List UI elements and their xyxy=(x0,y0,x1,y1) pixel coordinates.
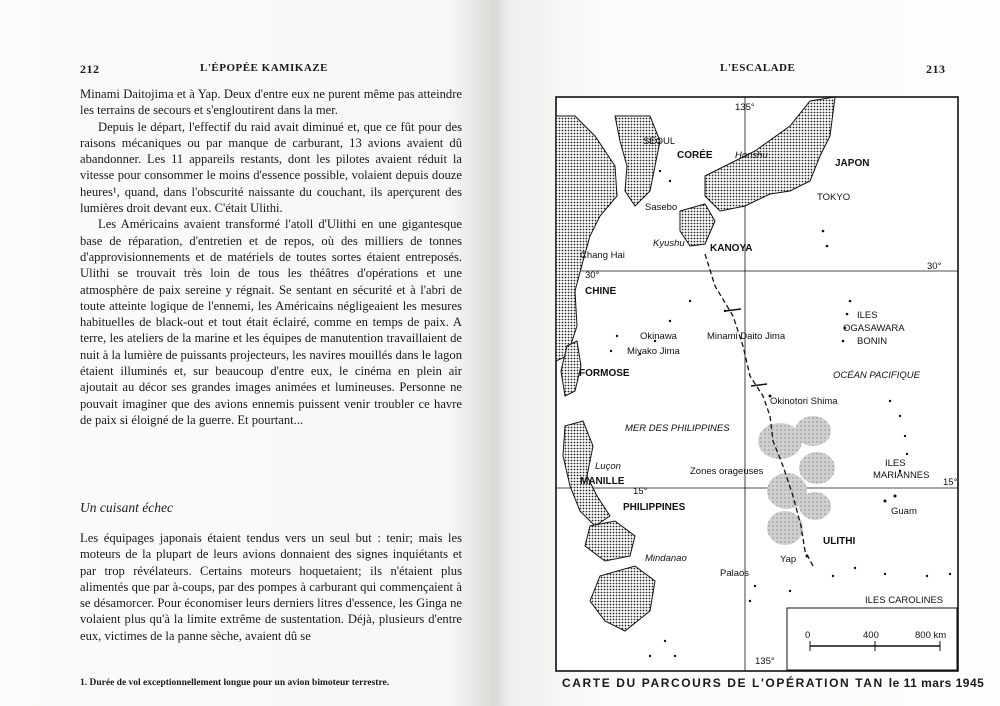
lat-30-right-label: 30° xyxy=(927,261,942,272)
iles-ogasawara-label: ILES xyxy=(857,310,878,321)
seoul-label: SÉOUL xyxy=(643,136,676,147)
mariannes-label: MARIANNES xyxy=(873,470,930,481)
section-body-text xyxy=(80,530,462,644)
scale-800-label: 800 km xyxy=(915,630,947,641)
map-caption-date: le 11 mars 1945 xyxy=(888,676,985,690)
yap-label: Yap xyxy=(780,554,797,565)
honshu-label: Honshu xyxy=(735,150,768,161)
okinawa-label: Okinawa xyxy=(640,331,677,342)
philippines-label: PHILIPPINES xyxy=(623,502,686,513)
luzon-label: Luçon xyxy=(595,461,621,472)
meridian-top-label: 135° xyxy=(735,102,755,113)
japon-label: JAPON xyxy=(835,158,870,169)
scale-0-label: 0 xyxy=(805,630,811,641)
ulithi-label: ULITHI xyxy=(823,536,856,547)
minami-daito-label: Minami Daito Jima xyxy=(707,331,786,342)
miyako-label: Miyako Jima xyxy=(627,346,680,357)
right-page-number: 213 xyxy=(926,62,946,76)
sasebo-label: Sasebo xyxy=(645,202,678,213)
okinotori-label: Okinotori Shima xyxy=(770,396,838,407)
ocean-label: OCÉAN PACIFIQUE xyxy=(833,370,920,381)
operation-tan-map xyxy=(555,96,960,672)
map-caption xyxy=(562,676,984,690)
formose-label: FORMOSE xyxy=(579,368,630,379)
meridian-bottom-label: 135° xyxy=(755,656,775,667)
lat-30-left-label: 30° xyxy=(585,270,600,281)
chang-hai-label: Chang Hai xyxy=(580,250,625,261)
left-body-text xyxy=(80,86,462,428)
right-running-head: L'ESCALADE xyxy=(720,62,796,74)
section-paragraph: Les équipages japonais étaient tendus vers un seul but : tenir; mais les moteurs de la plupart de leurs avions donnaient des signes inquiétants et par trop révélateurs. Certains moteurs hoquetaient; ils n'étaient plus alimentés que par à-coups, par des pompes à carburant qui commençaient à se désamorcer. Pour économiser leurs derniers litres d'essence, les Ginga ne volaient plus qu'à la limite extrême de sustentation. Déjà, plusieurs d'entre eux, victimes de la panne sèche, avaient dû se xyxy=(80,531,462,643)
lat-15-right-label: 15° xyxy=(943,477,958,488)
paragraph-3: Les Américains avaient transformé l'atoll d'Ulithi en une gigantesque base de réparation, d'entretien et de repos, où des milliers de tonnes d'approvisionnements et de matériels de toutes sortes étaient entreposés. Ulithi se trouvait très loin de tous les théâtres d'opérations et une atmosphère de paix sereine y régnait. Se sentant en sécurité et à l'abri de toute atteinte logique de l'ennemi, les Américains négligeaient les mesures habituelles de black-out et tout était éclairé, comme en temps de paix. A terre, les ateliers de la marine et les équipes de manutention travaillaient de nuit à la lumière de puissants projecteurs, les navires mouillés dans le lagon étaient illuminés et, sur beaucoup d'entre eux, le cinéma en plein air ajoutait au décor ses grandes images animées et lumineuses. Personne ne pouvait imaginer que des avions ennemis puissent venir troubler ce havre de paix si éloigné de la guerre. Et pourtant... xyxy=(80,217,462,427)
left-running-head: L'ÉPOPÉE KAMIKAZE xyxy=(200,62,328,74)
kanoya-label: KANOYA xyxy=(710,243,753,254)
left-page-number: 212 xyxy=(80,62,100,76)
zones-label: Zones orageuses xyxy=(690,466,764,477)
iles-mariannes-label: ILES xyxy=(885,458,906,469)
footnote: 1. Durée de vol exceptionnellement longue pour un avion bimoteur terrestre. xyxy=(80,678,390,688)
coree-label: CORÉE xyxy=(677,150,713,161)
palaos-label: Palaos xyxy=(720,568,750,579)
paragraph-1: Minami Daitojima et à Yap. Deux d'entre eux ne purent même pas atteindre les terrains de secours et s'engloutirent dans la mer. xyxy=(80,87,462,118)
guam-label: Guam xyxy=(891,506,917,517)
ogasawara-label: OGASAWARA xyxy=(843,323,905,334)
mer-label: MER DES PHILIPPINES xyxy=(625,423,730,434)
map-caption-title: CARTE DU PARCOURS DE L'OPÉRATION TAN xyxy=(562,676,884,690)
section-title: Un cuisant échec xyxy=(80,500,173,515)
lat-15-left-label: 15° xyxy=(633,486,648,497)
tokyo-label: TOKYO xyxy=(817,192,851,203)
kyushu-label: Kyushu xyxy=(653,238,685,249)
paragraph-2: Depuis le départ, l'effectif du raid avait diminué et, que ce fût pour des raisons mécaniques ou par manque de carburant, 13 avions avaient dû abandonner. Les 11 appareils restants, dont les pilotes avaient réduit la vitesse pour consommer le moins d'essence possible, volaient depuis douze heures¹, quand, dans l'obscurité naissante du couchant, ils aperçurent des lumières droit devant eux. C'était Ulithi. xyxy=(80,119,462,216)
mindanao-label: Mindanao xyxy=(645,553,687,564)
scale-400-label: 400 xyxy=(863,630,879,641)
bonin-label: BONIN xyxy=(857,336,888,347)
manille-label: MANILLE xyxy=(580,476,625,487)
iles-carolines-label: ILES CAROLINES xyxy=(865,595,944,606)
scale-bar xyxy=(787,608,957,670)
chine-label: CHINE xyxy=(585,286,617,297)
